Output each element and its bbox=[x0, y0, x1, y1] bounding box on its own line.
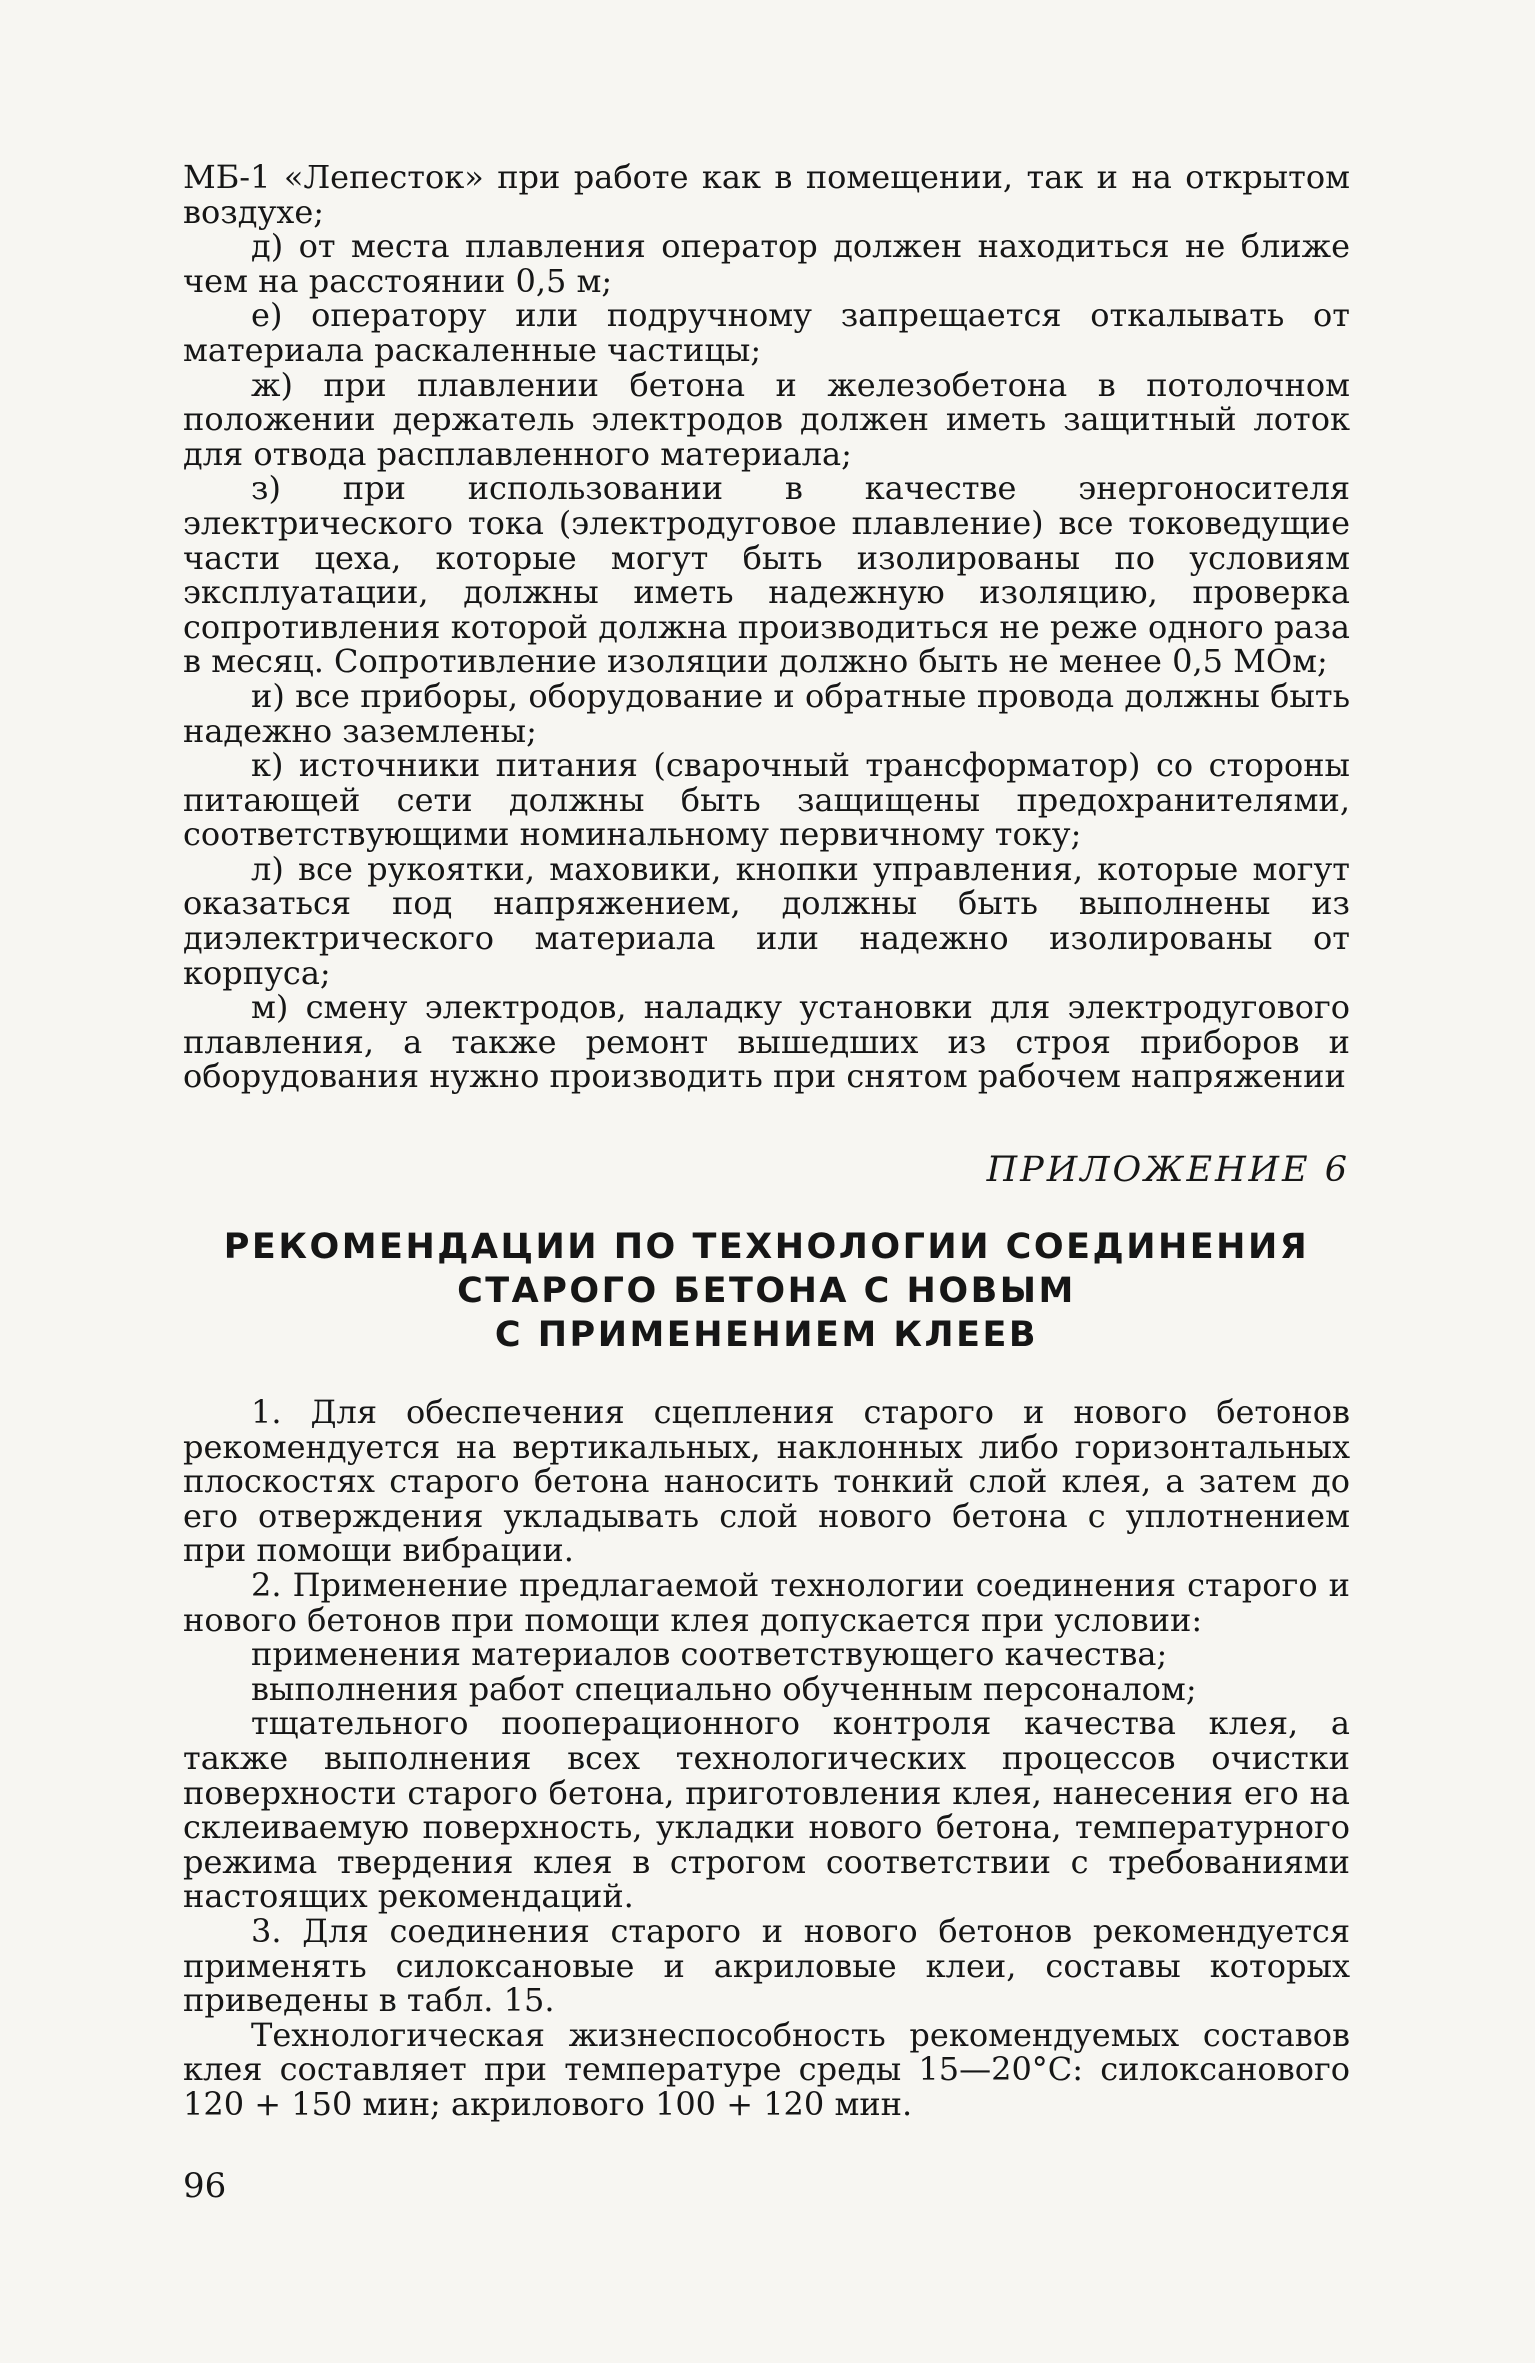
page-number: 96 bbox=[183, 2166, 227, 2206]
paragraph-condition-materials: применения материалов соответствующего качества; bbox=[251, 1635, 1168, 1674]
paragraph-item-zh: ж) при плавлении бетона и железобетона в потолочном положении держатель электродов должен иметь защитный лоток для отвода расплавленного материала; bbox=[183, 365, 1350, 473]
paragraph-pot-life: Технологическая жизнеспособность рекомендуемых составов клея составляет при температуре среды 15—20°С: силоксанового 120 + 150 мин; акрилового 100 + 120 мин. bbox=[183, 2015, 1350, 2123]
paragraph-condition-control: тщательного пооперационного контроля качества клея, а также выполнения всех технологических процессов очистки поверхности старого бетона, приготовления клея, нанесения его на склеиваемую поверхность, укладки нового бетона, температурного режима твердения клея в строгом соответствии с требованиями настоящих рекомендаций. bbox=[183, 1704, 1350, 1916]
paragraph-continuation: МБ-1 «Лепесток» при работе как в помещении, так и на открытом воздухе; bbox=[183, 158, 1350, 231]
paragraph-item-d: д) от места плавления оператор должен находиться не ближе чем на расстоянии 0,5 м; bbox=[183, 227, 1350, 300]
section-heading bbox=[183, 1225, 1350, 1357]
paragraph-item-z: з) при использовании в качестве энергоносителя электрического тока (электродуговое плавление) все токоведущие части цеха, которые могут быть изолированы по условиям эксплуатации, должны иметь надежную изоляцию, проверка сопротивления которой должна производиться не реже одного раза в месяц. Сопротивление изоляции должно быть не менее 0,5 МОм; bbox=[183, 469, 1350, 681]
paragraph-point-2: 2. Применение предлагаемой технологии соединения старого и нового бетонов при помощи клея допускается при условии: bbox=[183, 1565, 1350, 1639]
paragraph-condition-personnel: выполнения работ специально обученным персоналом; bbox=[251, 1669, 1197, 1708]
paragraph-point-3: 3. Для соединения старого и нового бетонов рекомендуется применять силоксановые и акриловые клеи, составы которых приведены в табл. 15. bbox=[183, 1911, 1350, 2020]
heading-line: СТАРОГО БЕТОНА С НОВЫМ bbox=[457, 1271, 1076, 1311]
heading-line: РЕКОМЕНДАЦИИ ПО ТЕХНОЛОГИИ СОЕДИНЕНИЯ bbox=[223, 1227, 1310, 1267]
paragraph-item-l: л) все рукоятки, маховики, кнопки управления, которые могут оказаться под напряжением, должны быть выполнены из диэлектрического материала или надежно изолированы от корпуса; bbox=[183, 849, 1350, 992]
recommendations-body bbox=[183, 1395, 1350, 2121]
paragraph-item-e: е) оператору или подручному запрещается откалывать от материала раскаленные частицы; bbox=[183, 296, 1350, 369]
paragraph-item-k: к) источники питания (сварочный трансформатор) со стороны питающей сети должны быть защищены предохранителями, соответствующими номинальному первичному току; bbox=[183, 746, 1350, 854]
paragraph-point-1: 1. Для обеспечения сцепления старого и нового бетонов рекомендуется на вертикальных, наклонных либо горизонтальных плоскостях старого бетона наносить тонкий слой клея, а затем до его отверждения укладывать слой нового бетона с уплотнением при помощи вибрации. bbox=[183, 1393, 1350, 1570]
safety-rules-continued bbox=[183, 160, 1350, 1094]
paragraph-item-m: м) смену электродов, наладку установки для электродугового плавления, а также ремонт вышедших из строя приборов и оборудования нужно производить при снятом рабочем напряжении bbox=[183, 988, 1350, 1096]
appendix-label: ПРИЛОЖЕНИЕ 6 bbox=[986, 1150, 1350, 1190]
heading-line: С ПРИМЕНЕНИЕМ КЛЕЕВ bbox=[494, 1315, 1039, 1355]
paragraph-item-i: и) все приборы, оборудование и обратные провода должны быть надежно заземлены; bbox=[183, 676, 1350, 750]
